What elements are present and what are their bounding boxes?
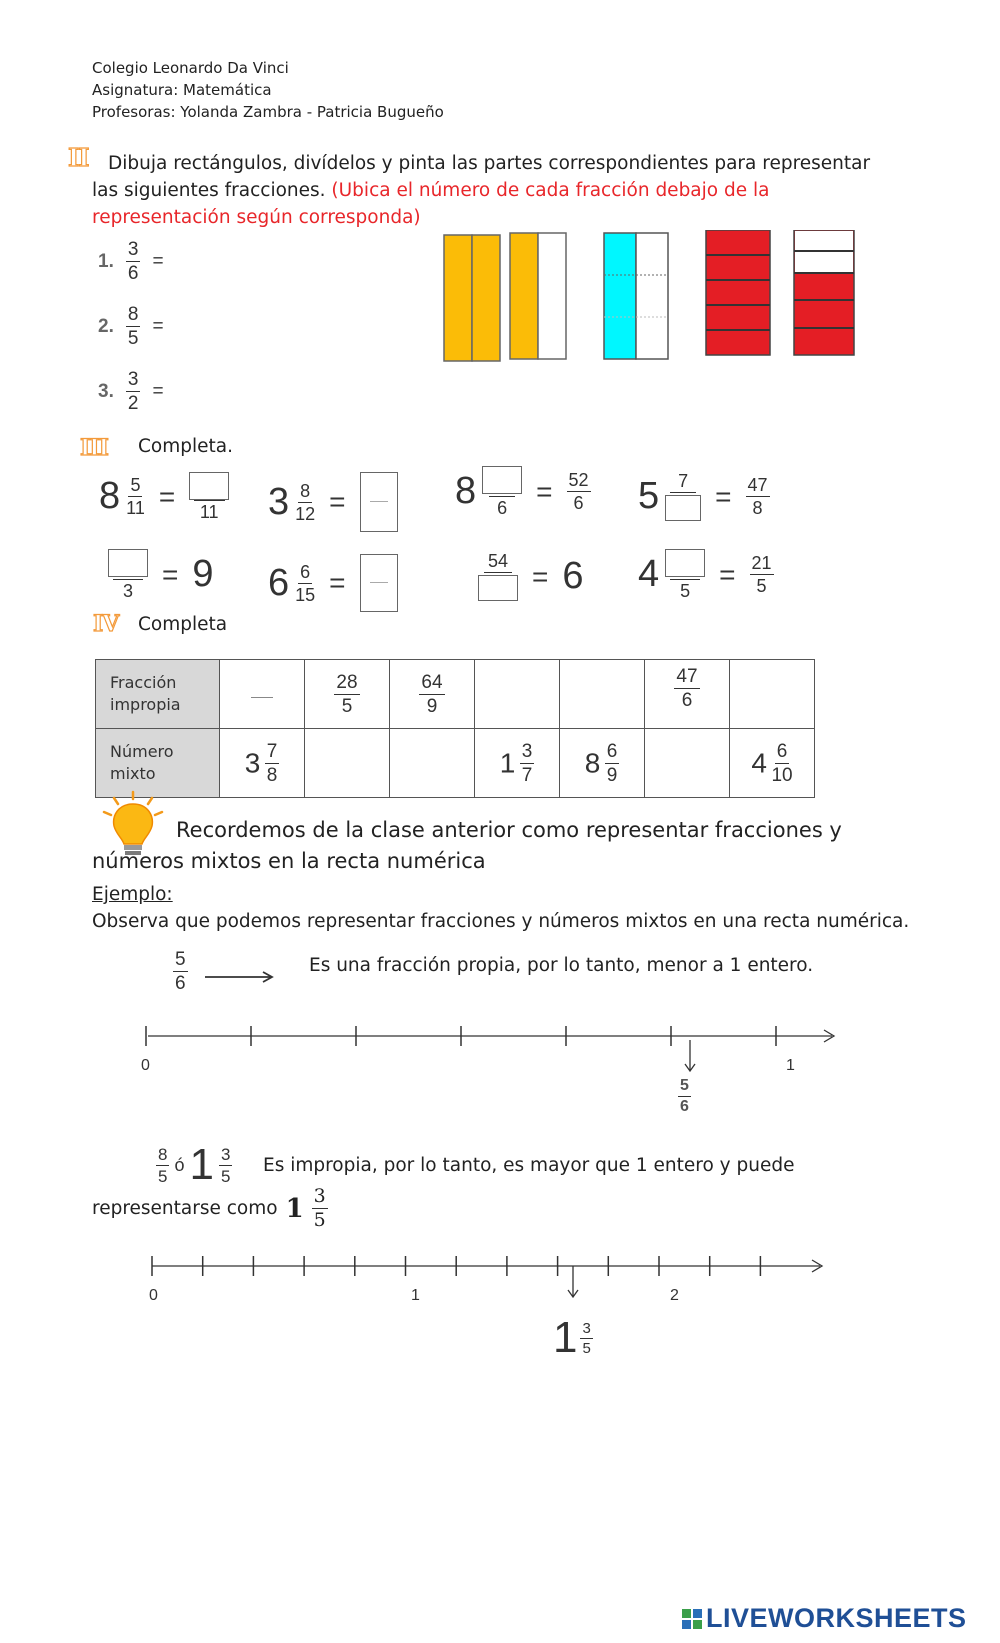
school-name: Colegio Leonardo Da Vinci xyxy=(92,59,289,77)
result-fraction xyxy=(750,554,774,595)
numerator: 5 xyxy=(678,1078,691,1097)
answer-input-box[interactable] xyxy=(360,472,398,532)
whole-number: 1 xyxy=(189,1140,214,1189)
fraction xyxy=(126,476,145,517)
whole-number: 5 xyxy=(638,475,660,517)
numerator-input[interactable] xyxy=(108,549,148,577)
fraction-item-3 xyxy=(98,370,164,413)
numerator: 47 xyxy=(676,665,698,687)
nl1-marker xyxy=(678,1078,691,1115)
section-2-numeral: II xyxy=(68,143,89,172)
denominator: 12 xyxy=(295,503,316,524)
answer-input-box[interactable] xyxy=(360,554,398,612)
fraction xyxy=(665,549,705,600)
ex1-text: Es una fracción propia, por lo tanto, menor a 1 entero. xyxy=(309,955,814,976)
rect-three-sixths[interactable] xyxy=(604,233,668,359)
fraction-bar xyxy=(370,501,388,502)
item-fraction xyxy=(126,305,141,348)
rect-three-halves[interactable] xyxy=(706,230,854,355)
result-number: 6 xyxy=(562,555,584,597)
table-cell xyxy=(305,660,390,729)
denominator: 5 xyxy=(756,576,767,596)
table-cell[interactable] xyxy=(475,660,560,729)
denominator: 6 xyxy=(681,689,693,711)
fraction-item-1 xyxy=(98,240,164,283)
instruction-text: Dibuja rectángulos, divídelos y pinta las partes correspondientes para representar las siguientes fracciones. xyxy=(92,153,871,201)
brand-text: LIVEWORKSHEETS xyxy=(706,1603,967,1633)
denominator: 8 xyxy=(266,764,278,786)
ex2-text: Es impropia, por lo tanto, es mayor que 1 entero y puede xyxy=(263,1155,795,1176)
equals-sign: = xyxy=(719,558,736,590)
denominator: 11 xyxy=(194,500,225,521)
recall-line-1: Recordemos de la clase anterior como representar fracciones y xyxy=(176,818,842,842)
numerator-input[interactable] xyxy=(189,472,229,500)
table-cell xyxy=(730,729,815,798)
fraction-bar xyxy=(370,582,388,583)
liveworksheets-logo xyxy=(682,1603,967,1634)
section-3-title: Completa. xyxy=(138,436,233,457)
recall-line-2: números mixtos en la recta numérica xyxy=(92,849,486,873)
numerator: 3 xyxy=(127,369,139,390)
nl1-label-1: 1 xyxy=(786,1057,795,1074)
example-intro: Observa que podemos representar fracciones y números mixtos en una recta numérica. xyxy=(92,911,910,932)
whole-number: 8 xyxy=(99,475,121,517)
whole-number: 8 xyxy=(455,470,477,512)
answer-fraction xyxy=(189,472,229,521)
denominator: 3 xyxy=(113,579,143,600)
table-cell xyxy=(475,729,560,798)
numerator: 54 xyxy=(484,552,512,573)
numerator: 28 xyxy=(336,671,358,693)
denominator: 5 xyxy=(341,695,353,717)
complete-x-3-eq-9 xyxy=(108,549,214,600)
whole-number: 8 xyxy=(584,747,601,778)
section-3-numeral: III xyxy=(80,435,108,461)
conversion-table xyxy=(95,659,815,798)
table-row-improper xyxy=(96,660,815,729)
fraction xyxy=(478,552,518,601)
numerator: 8 xyxy=(300,480,311,501)
item-fraction xyxy=(126,370,141,413)
denominator: 6 xyxy=(489,496,515,517)
numerator: 6 xyxy=(606,740,618,762)
nl2-marker xyxy=(553,1313,593,1362)
item-label: 1. xyxy=(98,250,114,272)
equals-sign: = xyxy=(329,486,346,517)
item-label: 3. xyxy=(98,380,114,402)
table-cell[interactable] xyxy=(305,729,390,798)
brand-icon xyxy=(682,1609,702,1629)
result-number: 9 xyxy=(192,553,214,595)
denominator: 5 xyxy=(313,1209,326,1231)
numerator: 3 xyxy=(313,1185,326,1207)
denominator: 6 xyxy=(175,973,186,994)
fraction-rectangles xyxy=(440,230,870,370)
denominator: 5 xyxy=(158,1166,168,1186)
whole-number: 1 xyxy=(499,747,516,778)
whole-number: 1 xyxy=(285,1193,304,1224)
table-cell[interactable] xyxy=(730,660,815,729)
numerator: 21 xyxy=(751,553,772,573)
equals-sign: = xyxy=(715,480,732,512)
equals-sign: = xyxy=(536,475,553,507)
number-line-1 xyxy=(140,1020,840,1060)
equals-sign: = xyxy=(158,480,176,512)
denominator: 15 xyxy=(295,584,316,605)
equals-sign: = xyxy=(532,560,549,592)
table-cell xyxy=(645,660,730,729)
complete-6-6-15 xyxy=(268,554,398,612)
numerator-input[interactable] xyxy=(665,549,705,577)
denominator: 5 xyxy=(127,328,139,349)
complete-3-8-12 xyxy=(268,472,398,532)
numerator: 5 xyxy=(130,475,141,495)
fraction-bar xyxy=(251,697,273,698)
denominator-input[interactable] xyxy=(478,575,518,601)
fraction xyxy=(295,482,315,523)
arrow-down-icon xyxy=(563,1266,583,1302)
denominator: 6 xyxy=(680,1098,689,1115)
numerator: 3 xyxy=(220,1144,231,1164)
fraction xyxy=(482,466,522,517)
numerator: 47 xyxy=(747,475,768,495)
arrow-down-icon xyxy=(680,1040,700,1076)
denominator: 5 xyxy=(220,1166,231,1186)
ex2-text-2: representarse como xyxy=(92,1198,278,1219)
numerator: 6 xyxy=(300,561,311,582)
fraction xyxy=(295,563,315,604)
denominator: 8 xyxy=(752,498,763,518)
numerator: 3 xyxy=(582,1319,591,1337)
numerator: 52 xyxy=(568,470,589,490)
or-word: ó xyxy=(174,1154,185,1175)
numerator: 64 xyxy=(421,671,443,693)
equals-sign: = xyxy=(152,250,164,272)
equals-sign: = xyxy=(162,558,179,590)
whole-number: 3 xyxy=(268,480,290,523)
teachers-line: Profesoras: Yolanda Zambra - Patricia Bugueño xyxy=(92,103,444,121)
denominator: 9 xyxy=(606,764,618,786)
whole-number: 1 xyxy=(553,1313,578,1362)
fraction-item-2 xyxy=(98,305,164,348)
numerator: 3 xyxy=(127,239,139,260)
table-cell[interactable] xyxy=(220,660,305,729)
numerator: 3 xyxy=(521,740,533,762)
denominator: 11 xyxy=(126,498,145,518)
numerator: 6 xyxy=(776,740,788,762)
whole-number: 4 xyxy=(751,747,767,778)
denominator-input[interactable] xyxy=(665,495,701,521)
table-cell xyxy=(220,729,305,798)
denominator: 9 xyxy=(426,695,438,717)
complete-8-5-11 xyxy=(99,472,229,521)
denominator: 5 xyxy=(582,1339,591,1357)
whole-number: 3 xyxy=(244,747,261,778)
table-row-mixed xyxy=(96,729,815,798)
fraction xyxy=(665,472,701,521)
section-4-title: Completa xyxy=(138,614,228,635)
example-heading: Ejemplo: xyxy=(92,884,173,905)
table-cell[interactable] xyxy=(645,729,730,798)
item-fraction xyxy=(126,240,141,283)
numerator: 7 xyxy=(670,472,696,493)
complete-5-7-x xyxy=(638,472,770,521)
numerator: 7 xyxy=(266,740,278,762)
nl2-label-0: 0 xyxy=(149,1287,158,1304)
number-line-2 xyxy=(140,1250,830,1290)
table-cell xyxy=(390,660,475,729)
denominator: 2 xyxy=(127,393,139,414)
result-fraction xyxy=(567,471,591,512)
numerator: 8 xyxy=(158,1144,168,1164)
whole-number: 4 xyxy=(638,553,660,595)
table-cell xyxy=(560,729,645,798)
denominator: 6 xyxy=(573,493,584,513)
section-4-numeral: IV xyxy=(93,611,119,637)
ex2-represent-line xyxy=(92,1187,328,1230)
ex1-fraction xyxy=(173,950,188,993)
denominator: 5 xyxy=(670,579,700,600)
table-cell[interactable] xyxy=(560,660,645,729)
equals-sign: = xyxy=(329,567,346,598)
section-2-instruction xyxy=(92,150,892,231)
rect-eight-fifths[interactable] xyxy=(444,233,566,361)
row-label-improper: Fracción impropia xyxy=(96,660,220,729)
equals-sign: = xyxy=(152,380,164,402)
numerator: 5 xyxy=(175,949,186,970)
complete-54-x-eq-6 xyxy=(478,552,584,601)
denominator: 10 xyxy=(771,764,793,786)
nl2-label-2: 2 xyxy=(670,1287,679,1304)
ex2-fractions xyxy=(156,1140,232,1189)
subject-line: Asignatura: Matemática xyxy=(92,81,272,99)
equals-sign: = xyxy=(152,315,164,337)
nl1-label-0: 0 xyxy=(141,1057,150,1074)
item-label: 2. xyxy=(98,315,114,337)
whole-number: 6 xyxy=(268,561,290,604)
fraction xyxy=(108,549,148,600)
numerator-input[interactable] xyxy=(482,466,522,494)
complete-8-x-6 xyxy=(455,466,591,517)
denominator: 7 xyxy=(521,764,533,786)
nl2-label-1: 1 xyxy=(411,1287,420,1304)
table-cell[interactable] xyxy=(390,729,475,798)
arrow-right-icon xyxy=(205,970,277,984)
row-label-mixed: Número mixto xyxy=(96,729,220,798)
result-fraction xyxy=(746,476,770,517)
numerator: 8 xyxy=(127,304,139,325)
instruction-note: (Ubica el número de cada fracción debajo de la representación según corresponda) xyxy=(92,180,770,228)
denominator: 6 xyxy=(127,263,139,284)
complete-4-x-5 xyxy=(638,549,774,600)
